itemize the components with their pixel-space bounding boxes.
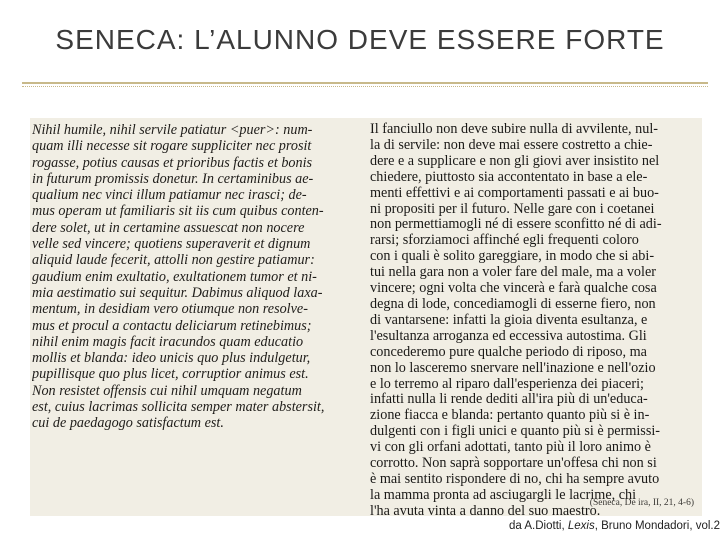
latin-text-line: Non resistet offensis cui nihil umquam negatum <box>32 382 302 399</box>
italian-text-line: concederemo pure qualche periodo di riposo, ma <box>370 343 647 360</box>
italian-text-line: non lo lasceremo snervare nell'inazione e nell'ozio <box>370 359 656 376</box>
italian-text-line: di vantarsene: infatti la gioia diventa esultanza, e <box>370 311 648 328</box>
italian-text-line: vincere; ogni volta che vincerà e farà qualche cosa <box>370 280 657 297</box>
italian-text-line: zione fiacca e blanda: pertanto quanto più si è in- <box>370 407 650 424</box>
title-divider-dots <box>22 86 708 87</box>
credit-work-title: Lexis <box>567 520 595 532</box>
italian-text-line: l'esultanza arroganza ed eccessiva autostima. Gli <box>370 327 647 344</box>
italian-text-line: dulgenti con i figli unici e quanto più si è permissi- <box>370 423 661 440</box>
italian-text-line: la di servile: non deve mai essere costretto a chie- <box>370 136 653 153</box>
latin-text-line: nihil enim magis facit iracundos quam educatio <box>32 333 304 350</box>
latin-text-line: quam illi necesse sit rogare suppliciter nec prosit <box>32 138 312 155</box>
latin-text-line: Nihil humile, nihil servile patiatur <puer>: num- <box>32 122 313 138</box>
credit-suffix: , Bruno Mondadori, vol.2 <box>594 520 720 532</box>
latin-text-line: qualium nec vinci illum patiamur nec irasci; de- <box>32 187 307 204</box>
latin-text-line: est, cuius lacrimas sollicita semper mater abstersit, <box>32 399 325 416</box>
latin-text-column <box>32 122 358 512</box>
scanned-text-image <box>30 118 702 516</box>
latin-text-line: mentum, in desidiam vero otiumque non resolve- <box>32 301 308 318</box>
italian-text-line: non permettiamogli né di essere sconfitto né di adi- <box>370 216 662 233</box>
credit-prefix: da A.Diotti, <box>509 520 568 532</box>
latin-text-line: mus operam ut familiaris sit iis cum quibus conten- <box>32 203 324 220</box>
italian-text-line: ni propositi per il futuro. Nelle gare con i coetanei <box>370 200 655 217</box>
latin-text-line: dere solet, ut in certamine assuescat non nocere <box>32 219 305 236</box>
latin-text-line: pupillisque quo plus licet, corruptior animus est. <box>32 366 309 383</box>
latin-text-line: mia aestimatio sui sequitur. Dabimus aliquod laxa- <box>32 284 323 301</box>
italian-text-line: l'ha avuta vinta a danno del suo maestro. <box>370 502 601 516</box>
italian-translation-column <box>370 122 698 516</box>
latin-text-line: gaudium enim exultatio, exultationem tumor et ni- <box>32 268 317 285</box>
italian-text-line: tui nella gara non a voler fare del male, ma a voler <box>370 264 656 281</box>
italian-text-line: dere e a supplicare e non gli giovi aver insistito nel <box>370 152 660 169</box>
italian-text-line: menti effettivi e ai comportamenti passati e ai buo- <box>370 184 659 201</box>
italian-text-line: corrotto. Non saprà sopportare un'offesa chi non si <box>370 455 657 472</box>
latin-text-line: mollis et blanda: ideo unicis quo plus indulgetur, <box>32 350 311 367</box>
italian-text-line: la mamma pronta ad asciugargli le lacrime, chi <box>370 486 637 503</box>
italian-text-line: degna di lode, concediamogli di esserne fiero, non <box>370 295 656 312</box>
latin-text-line: cui de paedagogo satisfactum est. <box>32 415 224 432</box>
latin-text-line: in futurum promissis donetur. In certaminibus ae- <box>32 170 314 187</box>
title-divider <box>22 82 708 84</box>
italian-text-line: chiedere, piuttosto sia accontentato in base a ele- <box>370 168 648 185</box>
italian-text-line: Il fanciullo non deve subire nulla di avvilente, nul- <box>370 122 659 137</box>
slide-title: SENECA: L’ALUNNO DEVE ESSERE FORTE <box>55 24 665 55</box>
latin-source-citation: (Seneca, De ira, II, 21, 4-6) <box>589 498 694 508</box>
italian-text-line: e lo terremo al riparo dall'esperienza dei piaceri; <box>370 375 644 392</box>
latin-text-line: aliquid laude fecerit, attolli non gestire patiamur: <box>32 252 315 269</box>
latin-text-line: rogasse, potius causas et prioribus factis et bonis <box>32 154 313 171</box>
italian-text-line: infatti nulla li rende dediti all'ira più di un'educa- <box>370 391 648 408</box>
latin-text-line: velle sed vincere; quotiens superaverit et dignum <box>32 236 311 253</box>
italian-text-line: è mai sentito rispondere di no, chi ha sempre avuto <box>370 470 660 487</box>
italian-text-line: vi con gli orfani adottati, tanto più il loro animo è <box>370 439 651 456</box>
italian-text-line: rarsi; sforziamoci affinché egli frequenti coloro <box>370 232 639 249</box>
latin-text-line: mus et procul a contactu deliciarum retinebimus; <box>32 317 312 334</box>
source-credit <box>509 520 720 532</box>
italian-text-line: con i quali è solito gareggiare, in modo che si abi- <box>370 248 655 265</box>
